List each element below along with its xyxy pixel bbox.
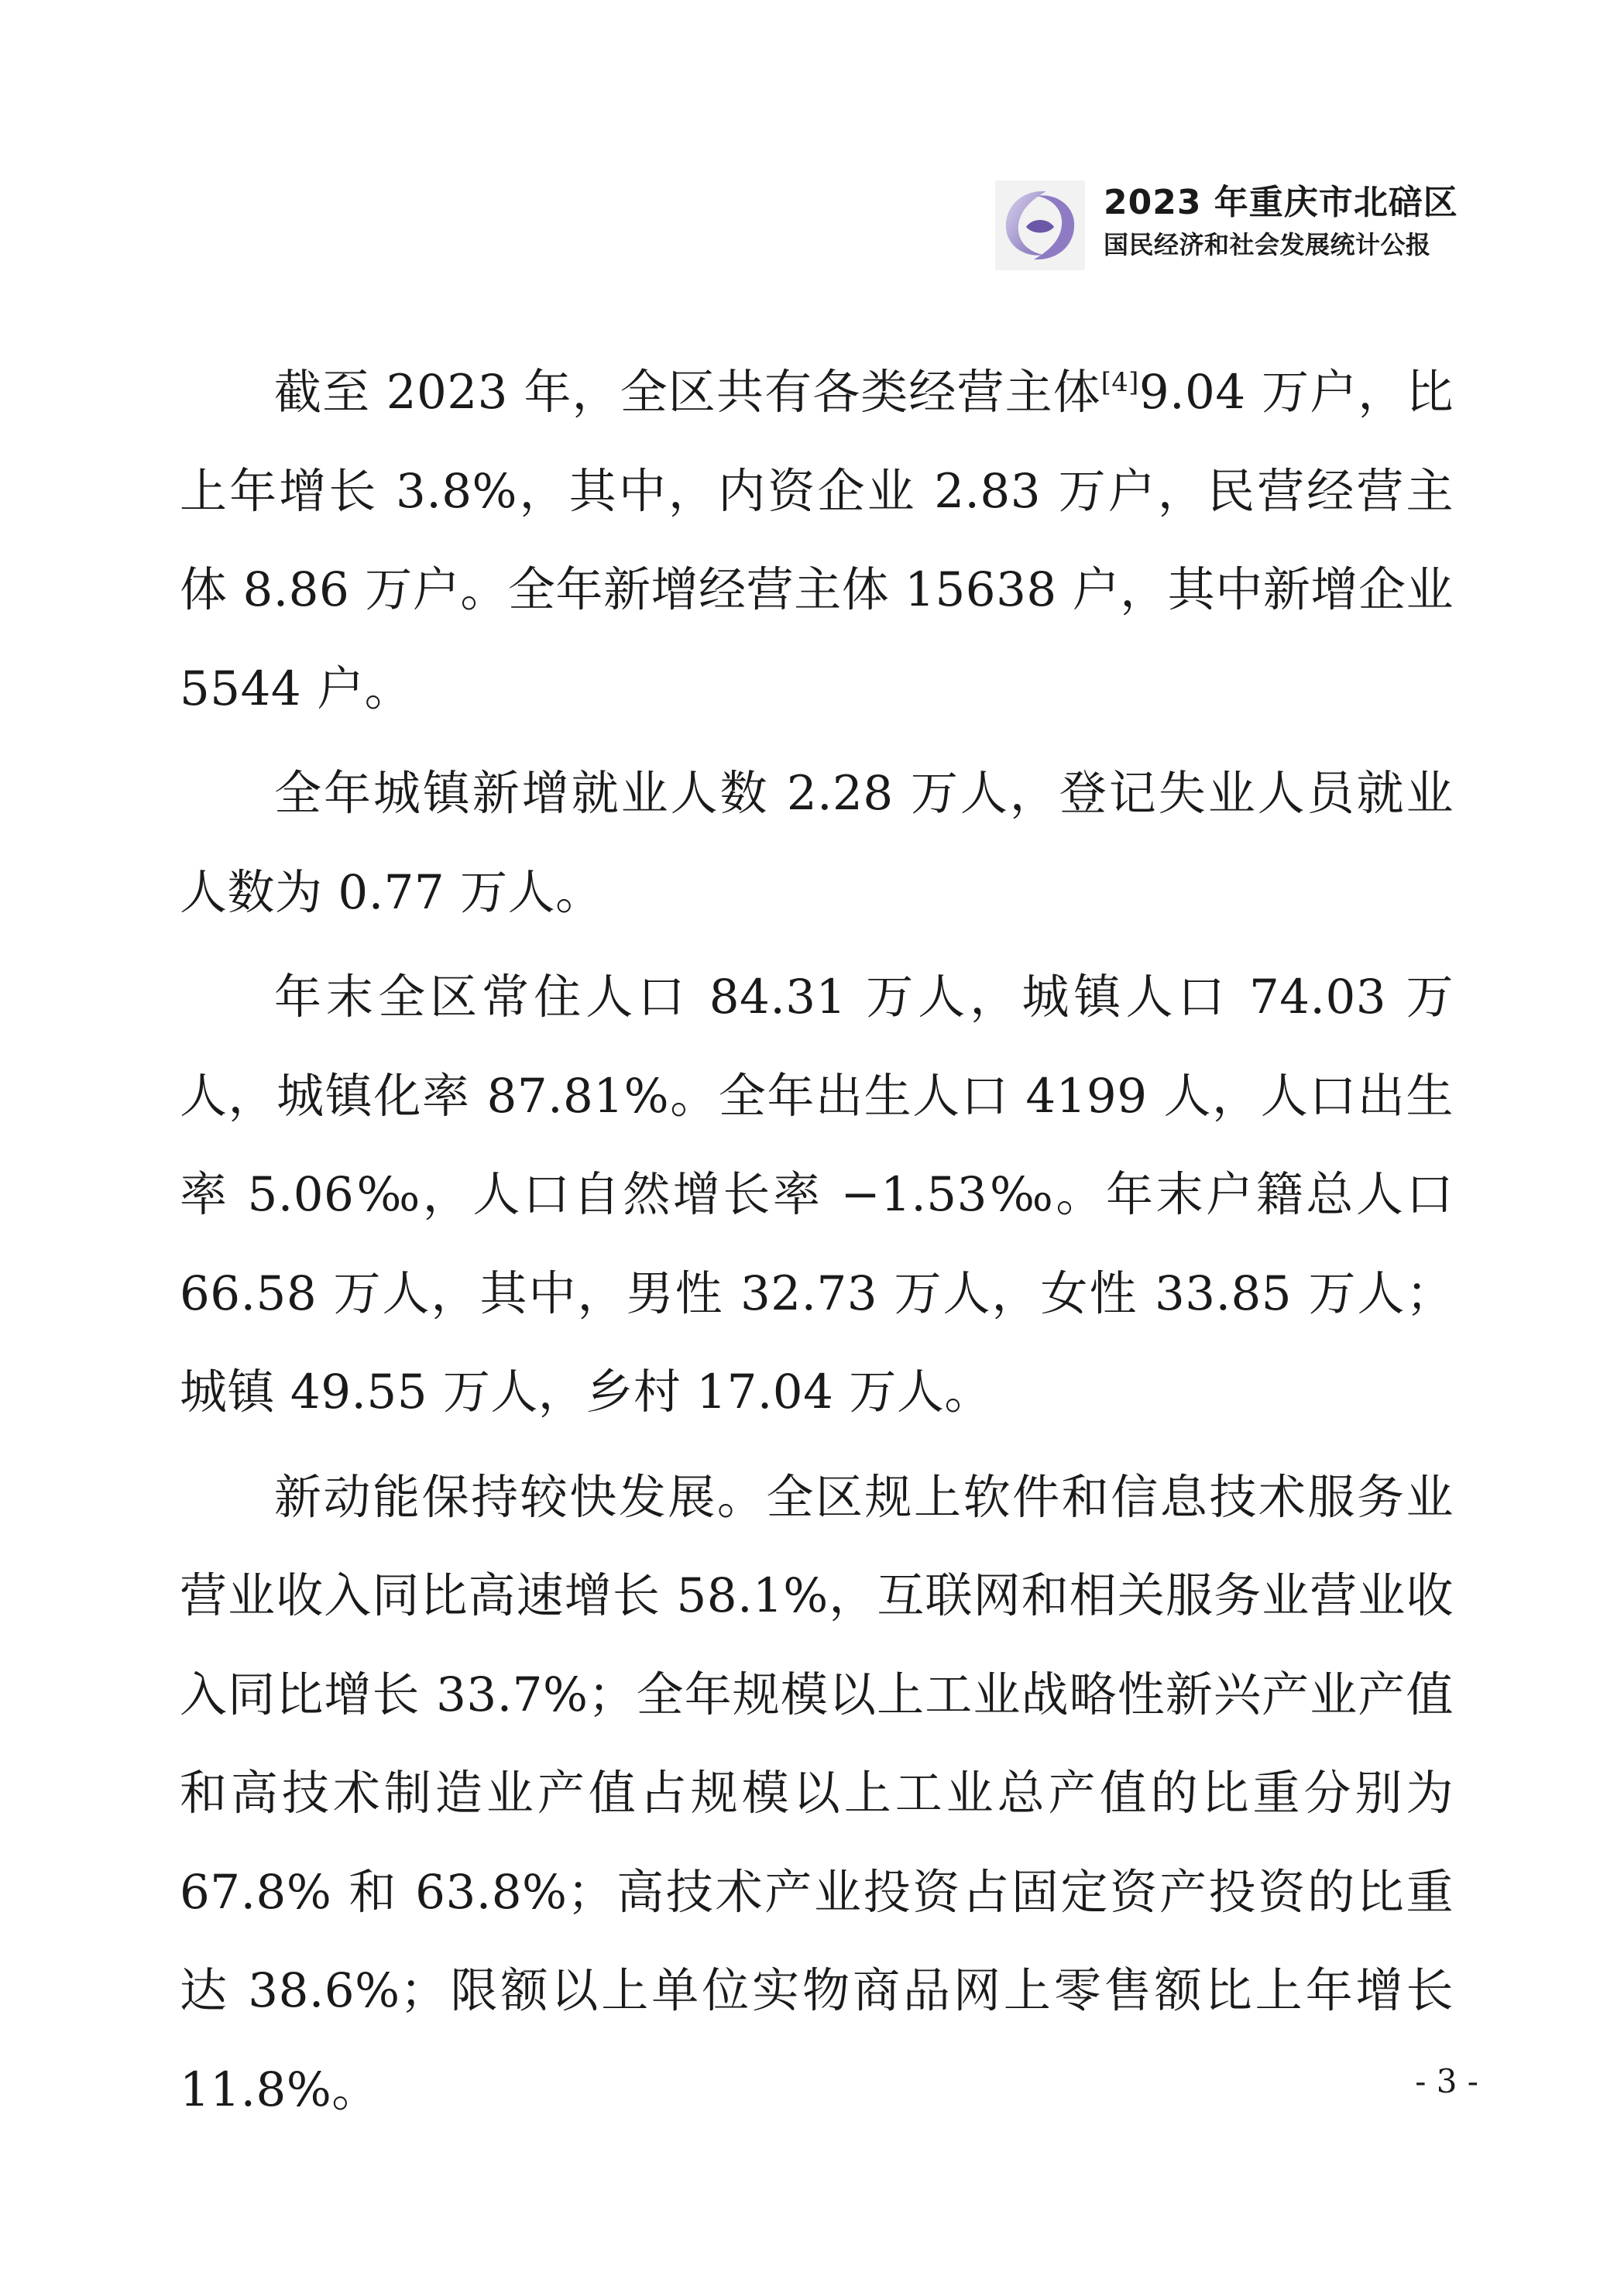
footnote-marker: [4]	[1100, 367, 1139, 398]
paragraph-population: 年末全区常住人口 84.31 万人，城镇人口 74.03 万人，城镇化率 87.81%。全年出生人口 4199 人，人口出生率 5.06‰，人口自然增长率 −1.53‰。年末户籍总人口 66.58 万人，其中，男性 32.73 万人，女性 33.85 万人；城镇 49.55 万人，乡村 17.04 万人。	[180, 970, 1454, 1420]
report-title: 2023 年重庆市北碚区	[1104, 183, 1458, 222]
page-number: - 3 -	[1415, 2062, 1478, 2100]
paragraph-employment: 全年城镇新增就业人数 2.28 万人，登记失业人员就业人数为 0.77 万人。	[180, 766, 1454, 920]
paragraph-text: 截至 2023 年，全区共有各类经营主体	[274, 365, 1101, 420]
paragraph-text: 9.04 万户，比上年增长 3.8%，其中，内资企业 2.83 万户，民营经营主体 8.86 万户。全年新增经营主体 15638 户，其中新增企业 5544 户。	[180, 365, 1454, 716]
paragraph-new-drivers: 新动能保持较快发展。全区规上软件和信息技术服务业营业收入同比高速增长 58.1%，互联网和相关服务业营业收入同比增长 33.7%；全年规模以上工业战略性新兴产业产值和高技术制造业产值占规模以上工业总产值的比重分别为 67.8% 和 63.8%；高技术产业投资占固定资产投资的比重达 38.6%；限额以上单位实物商品网上零售额比上年增长 11.8%。	[180, 1469, 1454, 2117]
report-logo-icon	[995, 180, 1085, 270]
report-body	[180, 343, 1454, 2145]
report-subtitle: 国民经济和社会发展统计公报	[1104, 230, 1431, 259]
report-header	[995, 177, 1491, 277]
paragraph-business-entities	[180, 343, 1454, 738]
